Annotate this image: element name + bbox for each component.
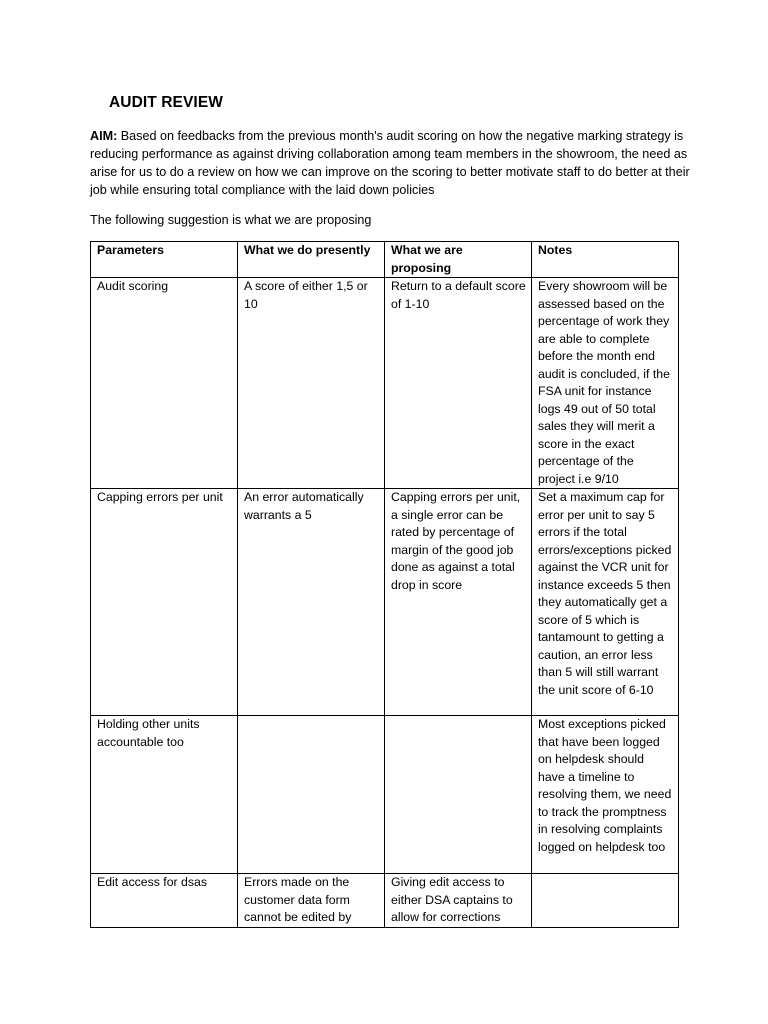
cell-present	[238, 716, 385, 874]
cell-notes: Every showroom will be assessed based on the percentage of work they are able to complete before the month end audit is concluded, if the FSA unit for instance logs 49 out of 50 total sales they will merit a score in the exact percentage of the project i.e 9/10	[532, 278, 679, 489]
cell-proposal: Return to a default score of 1-10	[385, 278, 532, 489]
cell-parameter: Edit access for dsas	[91, 874, 238, 928]
aim-paragraph	[90, 127, 690, 199]
audit-review-table	[90, 241, 679, 928]
aim-label: AIM:	[90, 129, 118, 143]
cell-present: An error automatically warrants a 5	[238, 489, 385, 716]
cell-proposal: Capping errors per unit, a single error can be rated by percentage of margin of the good job done as against a total drop in score	[385, 489, 532, 716]
cell-notes: Set a maximum cap for error per unit to say 5 errors if the total errors/exceptions picked against the VCR unit for instance exceeds 5 then they automatically get a score of 5 which is tantamount to getting a caution, an error less than 5 will still warrant the unit score of 6-10	[532, 489, 679, 716]
cell-notes	[532, 874, 679, 928]
cell-notes: Most exceptions picked that have been logged on helpdesk should have a timeline to resolving them, we need to track the promptness in resolving complaints logged on helpdesk too	[532, 716, 679, 874]
cell-present: A score of either 1,5 or 10	[238, 278, 385, 489]
table-row	[91, 489, 679, 716]
cell-proposal	[385, 716, 532, 874]
header-parameters: Parameters	[91, 242, 238, 278]
table-row	[91, 278, 679, 489]
intro-paragraph: The following suggestion is what we are proposing	[90, 213, 372, 227]
header-present: What we do presently	[238, 242, 385, 278]
header-proposal: What we are proposing	[385, 242, 532, 278]
table-row	[91, 716, 679, 874]
cell-proposal: Giving edit access to either DSA captains to allow for corrections	[385, 874, 532, 928]
cell-parameter: Audit scoring	[91, 278, 238, 489]
aim-text: Based on feedbacks from the previous month's audit scoring on how the negative marking strategy is reducing performance as against driving collaboration among team members in the showroom, the need as arise for us to do a review on how we can improve on the scoring to better motivate staff to do better at their job while ensuring total compliance with the laid down policies	[90, 129, 690, 197]
table-row	[91, 874, 679, 928]
cell-present: Errors made on the customer data form cannot be edited by	[238, 874, 385, 928]
cell-parameter: Capping errors per unit	[91, 489, 238, 716]
document-title: AUDIT REVIEW	[109, 94, 224, 111]
table-header-row	[91, 242, 679, 278]
header-notes: Notes	[532, 242, 679, 278]
cell-parameter: Holding other units accountable too	[91, 716, 238, 874]
